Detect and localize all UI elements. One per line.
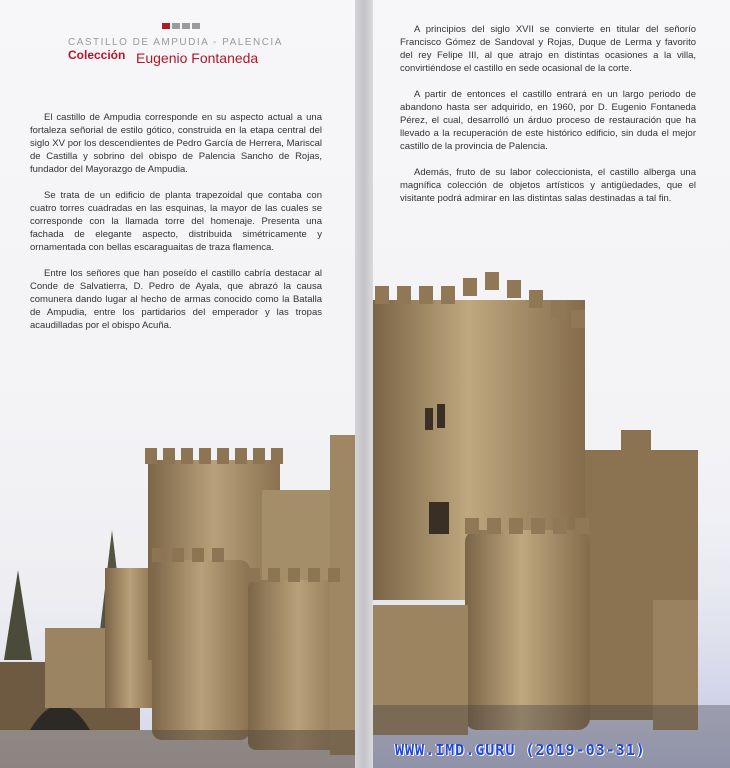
paragraph: El castillo de Ampudia corresponde en su aspecto actual a una fortaleza señorial de estilo gótico, construida en la etapa central del siglo XV por los descendientes de Pedro García de Herrera, Mariscal de Castilla y sobrino del obispo de Palencia Sancho de Rojas, fundador del Mayorazgo de Ampudia. xyxy=(30,112,322,175)
collection-name: Eugenio Fontaneda xyxy=(136,50,259,66)
page-fold xyxy=(355,0,373,768)
brochure-left-panel xyxy=(0,0,355,768)
paragraph: A principios del siglo XVII se convierte en titular del señorío Francisco Gómez de Sandoval y Rojas, Duque de Lerma y favorito del rey Felipe III, al que atrajo en distintas ocasiones a la villa, convirtiéndose el castillo en sede ocasional de la corte. xyxy=(400,24,696,74)
paragraph: Se trata de un edificio de planta trapezoidal que contaba con cuatro torres cuadradas en las esquinas, la mayor de las cuales se corresponde con la llamada torre del homenaje. Presenta una fachada de elegante aspecto, distribuida simétricamente y ornamentada con bellas escaraguaitas de traza flamenca. xyxy=(30,190,322,253)
header-location: CASTILLO DE AMPUDIA - PALENCIA xyxy=(68,37,283,48)
brochure-right-panel xyxy=(373,0,730,768)
collection-label: Colección xyxy=(68,48,126,62)
paragraph: Además, fruto de su labor coleccionista, el castillo alberga una magnífica colección de objetos artísticos y antigüedades, que el visitante podrá admirar en las distintas salas destinadas a tal fin. xyxy=(400,167,696,204)
left-body-text xyxy=(30,111,322,345)
right-body-text xyxy=(400,23,696,218)
watermark-text: WWW.IMD.GURU (2019-03-31) xyxy=(395,741,646,759)
castle-photo-left xyxy=(0,330,355,768)
paragraph: Entre los señores que han poseído el castillo cabría destacar al Conde de Salvatierra, D. Pedro de Ayala, que abrazó la causa comunera dando lugar al hecho de armas conocido como la Batalla de Ampudia, entre los partidarios del emperador y las tropas acaudilladas por el obispo Acuña. xyxy=(30,268,322,331)
paragraph: A partir de entonces el castillo entrará en un largo periodo de abandono hasta ser adquirido, en 1960, por D. Eugenio Fontaneda Pérez, el cual, desarrolló un árduo proceso de restauración que ha llevado a la recuperación de este histórico edificio, sin duda el mejor castillo de la provincia de Palencia. xyxy=(400,89,696,152)
header-squares xyxy=(162,23,200,29)
